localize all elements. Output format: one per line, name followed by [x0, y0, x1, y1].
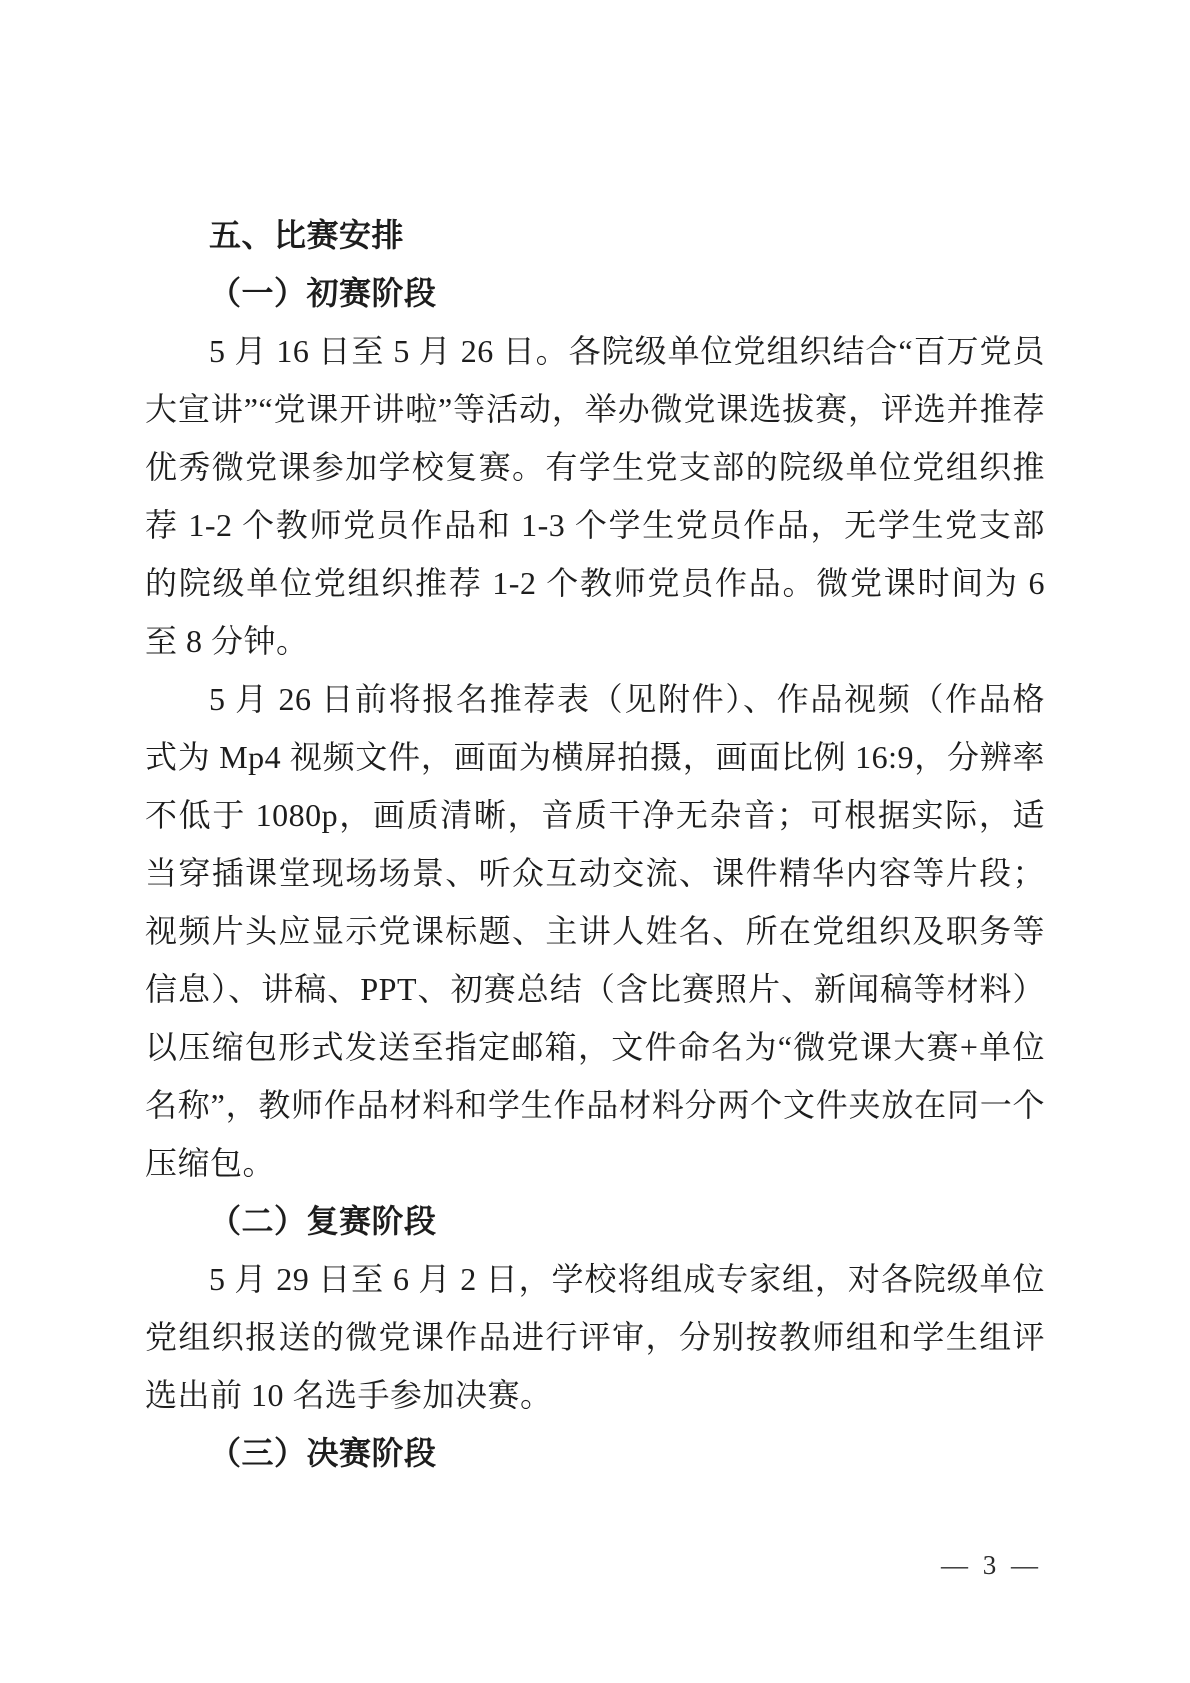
section-heading: （一）初赛阶段	[209, 275, 437, 311]
body-paragraph: 5 月 29 日至 6 月 2 日，学校将组成专家组，对各院级单位党组织报送的微党课作品进行评审，分别按教师组和学生组评选出前 10 名选手参加决赛。	[145, 1261, 1045, 1413]
document-body	[145, 206, 1045, 1482]
section-heading: （二）复赛阶段	[209, 1203, 437, 1239]
body-paragraph: 5 月 16 日至 5 月 26 日。各院级单位党组织结合“百万党员大宣讲”“党课开讲啦”等活动，举办微党课选拔赛，评选并推荐优秀微党课参加学校复赛。有学生党支部的院级单位党组织推荐 1-2 个教师党员作品和 1-3 个学生党员作品，无学生党支部的院级单位党组织推荐 1-2 个教师党员作品。微党课时间为 6 至 8 分钟。	[145, 333, 1045, 659]
section-heading: 五、比赛安排	[209, 217, 405, 253]
page-number: — 3 —	[941, 1550, 1042, 1580]
body-paragraph: 5 月 26 日前将报名推荐表（见附件）、作品视频（作品格式为 Mp4 视频文件，画面为横屏拍摄，画面比例 16:9，分辨率不低于 1080p，画质清晰，音质干净无杂音；可根据实际，适当穿插课堂现场场景、听众互动交流、课件精华内容等片段；视频片头应显示党课标题、主讲人姓名、所在党组织及职务等信息）、讲稿、PPT、初赛总结（含比赛照片、新闻稿等材料）以压缩包形式发送至指定邮箱，文件命名为“微党课大赛+单位名称”，教师作品材料和学生作品材料分两个文件夹放在同一个压缩包。	[145, 681, 1045, 1181]
section-heading: （三）决赛阶段	[209, 1435, 437, 1471]
